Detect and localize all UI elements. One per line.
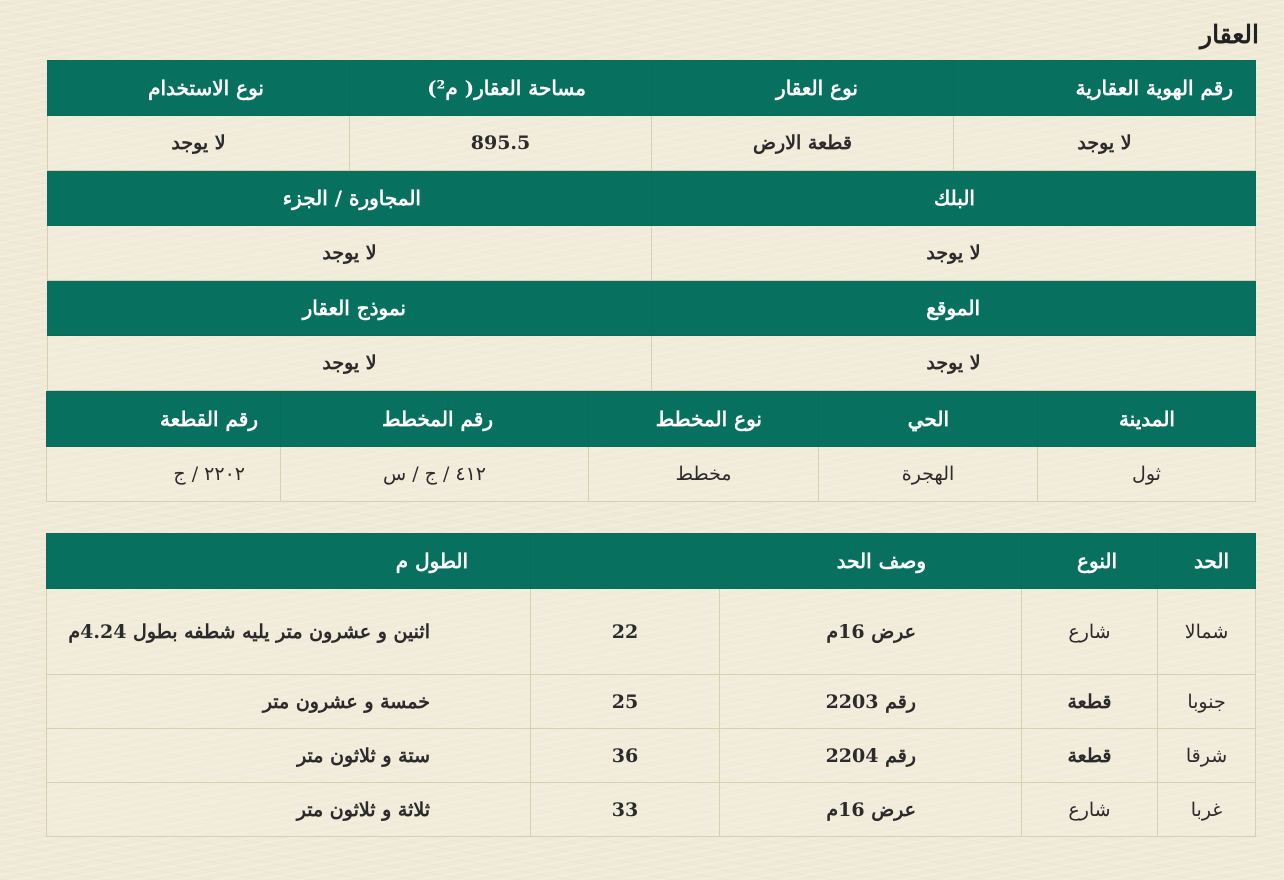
- boundary-length-text: اثنين و عشرون متر يليه شطفه بطول 4.24م: [47, 589, 531, 675]
- value-property-id: لا يوجد: [954, 116, 1256, 171]
- value-usage-type: لا يوجد: [48, 116, 350, 171]
- value-property-area: 895.5: [350, 116, 652, 171]
- boundary-direction: غربا: [1158, 783, 1256, 837]
- property-info-table: [47, 60, 1256, 391]
- value-row-2: [48, 226, 1256, 281]
- header-neighborhood-part: المجاورة / الجزء: [48, 171, 652, 226]
- boundary-length-text: خمسة و عشرون متر: [47, 675, 531, 729]
- header-boundary: الحد: [1158, 534, 1256, 589]
- boundary-length: 25: [531, 675, 720, 729]
- boundary-row: [47, 675, 1256, 729]
- boundary-length-text: ستة و ثلاثون متر: [47, 729, 531, 783]
- value-plan-type: مخطط: [589, 447, 819, 502]
- boundaries-table: [46, 533, 1256, 837]
- boundary-length: 36: [531, 729, 720, 783]
- value-row-4: [47, 447, 1256, 502]
- value-neighborhood-part: لا يوجد: [48, 226, 652, 281]
- header-property-model: نموذج العقار: [48, 281, 652, 336]
- header-city: المدينة: [1038, 392, 1256, 447]
- boundary-direction: جنوبا: [1158, 675, 1256, 729]
- header-location: الموقع: [652, 281, 1256, 336]
- header-plan-number: رقم المخطط: [281, 392, 589, 447]
- boundary-length: 22: [531, 589, 720, 675]
- header-row-4: [47, 392, 1256, 447]
- header-length: الطول م: [47, 534, 531, 589]
- header-plan-type: نوع المخطط: [589, 392, 819, 447]
- value-district: الهجرة: [819, 447, 1038, 502]
- header-type: النوع: [1022, 534, 1158, 589]
- value-city: ثول: [1038, 447, 1256, 502]
- boundary-description: رقم 2203: [720, 675, 1022, 729]
- value-block: لا يوجد: [652, 226, 1256, 281]
- boundary-description: عرض 16م: [720, 589, 1022, 675]
- value-plot-number: ٢٢٠٢ / ج: [47, 447, 281, 502]
- boundary-type: شارع: [1022, 783, 1158, 837]
- header-row-3: [48, 281, 1256, 336]
- boundary-description: عرض 16م: [720, 783, 1022, 837]
- boundary-direction: شمالا: [1158, 589, 1256, 675]
- header-property-type: نوع العقار: [652, 61, 954, 116]
- value-plan-number: ٤١٢ / ج / س: [281, 447, 589, 502]
- header-row-1: [48, 61, 1256, 116]
- header-block: البلك: [652, 171, 1256, 226]
- boundary-row: [47, 729, 1256, 783]
- property-page: [47, 14, 1259, 837]
- boundary-type: قطعة: [1022, 675, 1158, 729]
- boundary-direction: شرقا: [1158, 729, 1256, 783]
- header-plot-number: رقم القطعة: [47, 392, 281, 447]
- section-title: العقار: [1200, 20, 1259, 49]
- header-usage-type: نوع الاستخدام: [48, 61, 350, 116]
- boundary-row: [47, 783, 1256, 837]
- boundary-length-text: ثلاثة و ثلاثون متر: [47, 783, 531, 837]
- value-property-type: قطعة الارض: [652, 116, 954, 171]
- header-district: الحي: [819, 392, 1038, 447]
- boundary-row: [47, 589, 1256, 675]
- boundaries-header-row: [47, 534, 1256, 589]
- boundary-description: رقم 2204: [720, 729, 1022, 783]
- value-property-model: لا يوجد: [48, 336, 652, 391]
- value-location: لا يوجد: [652, 336, 1256, 391]
- boundary-type: شارع: [1022, 589, 1158, 675]
- value-row-1: [48, 116, 1256, 171]
- boundary-length: 33: [531, 783, 720, 837]
- header-boundary-description: وصف الحد: [531, 534, 1022, 589]
- header-row-2: [48, 171, 1256, 226]
- boundary-type: قطعة: [1022, 729, 1158, 783]
- header-property-id: رقم الهوية العقارية: [954, 61, 1256, 116]
- value-row-3: [48, 336, 1256, 391]
- header-property-area: مساحة العقار( م²): [350, 61, 652, 116]
- property-location-table: [46, 391, 1256, 502]
